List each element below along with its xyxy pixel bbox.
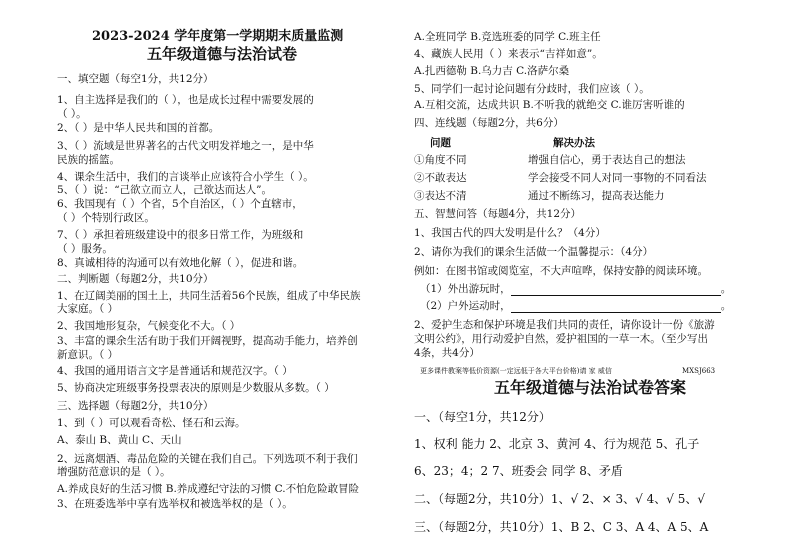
answer-prompt: （2）户外运动时， [420,300,511,312]
answer-prompt: （1）外出游玩时， [420,283,511,295]
section-true-false: 二、判断题（每题2分，共10分） [57,273,214,285]
exam-title: 2023-2024 学年度第一学期期末质量监测 [92,29,344,44]
answer-options: A.养成良好的生活习惯 B.养成遵纪守法的习惯 C.不怕危险敢冒险 [57,483,360,495]
section-matching: 四、连线题（每题2分，共6分） [414,117,564,129]
column-header-solution: 解决办法 [553,137,595,149]
answer-line: （2）户外运动时， 。 [420,300,732,312]
question-line: 3、在班委选举中享有选举权和被选举权的是（ ）。 [57,498,293,510]
question-line: （ ）个特别行政区。 [57,212,155,224]
answer-section: 一、（每空1分，共12分） [414,410,551,424]
answer-section: 二、（每题2分，共10分）1、√ 2、× 3、√ 4、√ 5、√ [414,492,705,506]
question-line: 1、自主选择是我们的（ ），也是成长过程中需要发展的 [57,94,314,106]
matching-problem: ①角度不同 [414,154,467,166]
answer-blank [511,301,721,313]
answer-blank [511,284,721,296]
exam-subtitle: 五年级道德与法治试卷 [147,45,298,63]
question-line: 1、我国古代的四大发明是什么？（4分） [414,227,606,239]
question-line: 2、远离烟酒、毒品危险的关键在我们自己。下列选项不利于我们 [57,453,358,465]
question-line: 民族的摇篮。 [57,154,120,166]
answer-options: A.扎西德勒 B.乌力吉 C.洛萨尔桑 [414,65,570,77]
footer-note: 更多课件教案等低价资源(一定远低于各大平台价格)请 家 威信 [420,367,612,375]
answer-line: （1）外出游玩时， 。 [420,283,732,295]
matching-solution: 学会接受不同人对同一事物的不同看法 [528,172,707,184]
question-line: 1、在辽阔美丽的国土上，共同生活着56个民族，组成了中华民族 [57,290,361,302]
question-line: 8、真诚相待的沟通可以有效地化解（ ），促进和谐。 [57,257,304,269]
footer-code: MXSJ663 [682,367,716,375]
matching-solution: 增强自信心，勇于表达自己的想法 [528,154,686,166]
question-line: 2、爱护生态和保护环境是我们共同的责任，请你设计一份《旅游 [414,319,715,331]
question-line: 2、请你为我们的课余生活做一个温馨提示：（4分） [414,246,654,258]
question-line: 5、协商决定班级事务投票表决的原则是少数服从多数。（ ） [57,382,335,394]
question-line: （ ）服务。 [57,243,113,255]
question-line: 大家庭。（ ） [57,303,119,315]
question-line: 1、到（ ）可以观看奇松、怪石和云海。 [57,417,246,429]
question-line: 4、藏族人民用（ ）来表示“吉祥如意”。 [414,48,603,60]
question-line: 4、我国的通用语言文字是普通话和规范汉字。（ ） [57,365,293,377]
question-line: 2、我国地形复杂，气候变化不大。（ ） [57,320,241,332]
answer-options: A、泰山 B、黄山 C、天山 [57,434,182,446]
question-line: 2、（ ）是中华人民共和国的首都。 [57,122,220,134]
answer-section: 三、（每题2分，共10分）1、B 2、C 3、A 4、A 5、A [414,520,709,534]
answer-options: A.互相交流，达成共识 B.不听我的就绝交 C.谁厉害听谁的 [414,99,685,111]
section-multiple-choice: 三、选择题（每题2分，共10分） [57,400,214,412]
matching-problem: ③表达不清 [414,190,467,202]
section-fill-in: 一、填空题（每空1分，共12分） [57,73,214,85]
question-line: 3、（ ）流域是世界著名的古代文明发祥地之一，是中华 [57,140,314,152]
example-line: 例如：在图书馆或阅览室，不大声喧哗，保持安静的阅读环境。 [414,265,708,277]
matching-problem: ②不敢表达 [414,172,467,184]
answer-line: 1、权利 能力 2、北京 3、黄河 4、行为规范 5、孔子 [414,437,700,451]
question-line: 6、我国现有（ ）个省，5个自治区，（ ）个直辖市， [57,198,303,210]
question-line: 4、课余生活中，我们的言谈举止应该符合小学生（ ）。 [57,171,314,183]
question-line: 增强防范意识的是（ ）。 [57,466,171,478]
section-qa: 五、智慧问答（每题4分，共12分） [414,208,582,220]
question-line: 5、（ ）说：“己欲立而立人，己欲达而达人”。 [57,184,273,196]
question-line: 新意识。（ ） [57,349,119,361]
question-line: 7、（ ）承担着班级建设中的很多日常工作，为班级和 [57,229,304,241]
column-header-problem: 问题 [430,137,451,149]
answer-options: A.全班同学 B.竞选班委的同学 C.班主任 [414,31,601,43]
answer-line: 6、23；4；2 7、班委会 同学 8、矛盾 [414,464,623,478]
matching-solution: 通过不断练习，提高表达能力 [528,190,665,202]
question-line: 3、丰富的课余生活有助于我们开阔视野，提高动手能力，培养创 [57,335,358,347]
answer-title: 五年级道德与法治试卷答案 [494,378,687,397]
question-line: （ ）。 [57,108,87,120]
question-line: 5、同学们一起讨论问题有分歧时，我们应该（ ）。 [414,83,650,95]
question-line: 文明公约》，用行动爱护自然，爱护祖国的一草一木。（至少写出 [414,333,708,345]
question-line: 4条，共4分） [414,347,480,359]
